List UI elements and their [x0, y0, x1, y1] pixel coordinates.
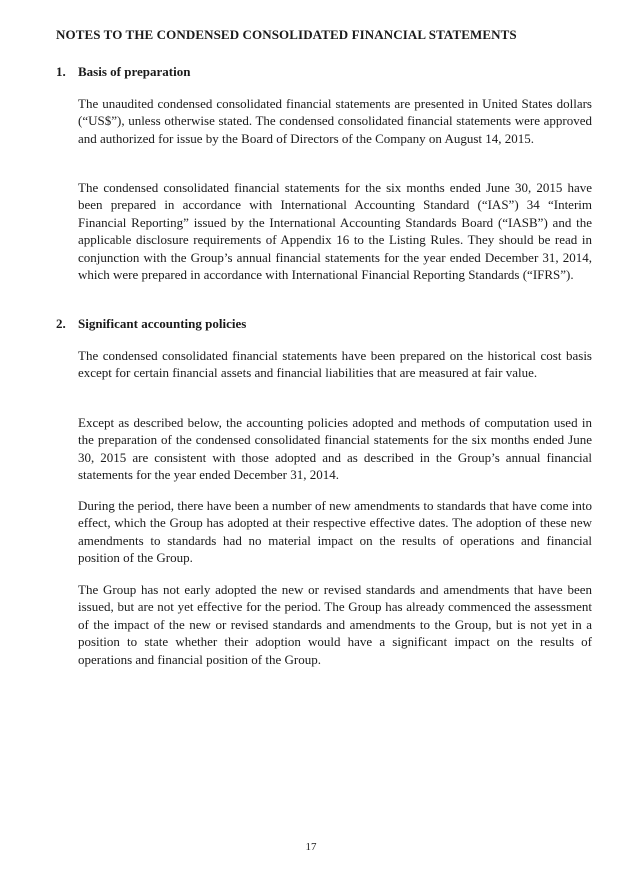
- section-2-paragraph-4: The Group has not early adopted the new or revised standards and amendments that have been issued, but are not yet effective for the period. The Group has already commenced the assessment of the impact of the new or revised standards and amendments to the Group, but is not yet in a position to state whether their adoption would have a significant impact on the results of operations and financial position of the Group.: [78, 582, 592, 667]
- section-1-title: Basis of preparation: [78, 64, 191, 79]
- section-2-heading: [56, 316, 246, 332]
- section-2-paragraph-1: The condensed consolidated financial statements have been prepared on the historical cost basis except for certain financial assets and financial liabilities that are measured at fair value.: [78, 348, 592, 381]
- document-title: NOTES TO THE CONDENSED CONSOLIDATED FINANCIAL STATEMENTS: [56, 27, 517, 42]
- section-1-paragraph-2: The condensed consolidated financial statements for the six months ended June 30, 2015 have been prepared in accordance with International Accounting Standard (“IAS”) 34 “Interim Financial Reporting” issued by the International Accounting Standards Board (“IASB”) and the applicable disclosure requirements of Appendix 16 to the Listing Rules. They should be read in conjunction with the Group’s annual financial statements for the year ended December 31, 2014, which were prepared in accordance with International Financial Reporting Standards (“IFRS”).: [78, 180, 592, 283]
- section-1-number: 1.: [56, 64, 66, 79]
- section-2-paragraph-3: During the period, there have been a number of new amendments to standards that have come into effect, which the Group has adopted at their respective effective dates. The adoption of these new amendments to standards had no material impact on the results of operations and financial position of the Group.: [78, 498, 592, 566]
- section-1-heading: [56, 64, 190, 80]
- section-2-title: Significant accounting policies: [78, 316, 247, 331]
- section-2-number: 2.: [56, 316, 66, 331]
- section-2-paragraph-2: Except as described below, the accounting policies adopted and methods of computation used in the preparation of the condensed consolidated financial statements for the six months ended June 30, 2015 are consistent with those adopted and as described in the Group’s annual financial statements for the year ended December 31, 2014.: [78, 415, 592, 483]
- page-number: 17: [305, 841, 317, 853]
- section-1-paragraph-1: The unaudited condensed consolidated financial statements are presented in United States dollars (“US$”), unless otherwise stated. The condensed consolidated financial statements were approved and authorized for issue by the Board of Directors of the Company on August 14, 2015.: [78, 96, 592, 146]
